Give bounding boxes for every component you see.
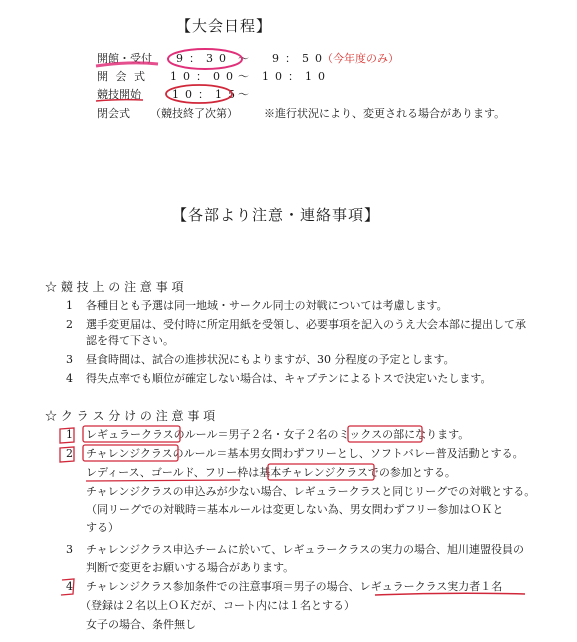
competition-heading: ☆ 競 技 上 の 注 意 事 項 — [45, 280, 184, 294]
class-item-num: 2 — [66, 447, 73, 460]
competition-item-num: 1 — [66, 299, 73, 312]
class-item-num: 4 — [66, 580, 73, 593]
class-item-text: チャレンジクラスのルール＝基本男女問わずフリーとし、ソフトバレー普及活動とする。 — [86, 447, 524, 460]
schedule-start-opening: 10：00 — [170, 70, 239, 83]
schedule-label-start: 競技開始 — [97, 88, 141, 101]
schedule-label-opening: 開 会 式 — [97, 70, 147, 83]
class-item-text: 判断で変更をお願いする場合があります。 — [86, 561, 295, 574]
class-item-text: する） — [86, 521, 119, 534]
competition-item-text: 選手変更届は、受付時に所定用紙を受領し、必要事項を記入のうえ大会本部に提出して承 — [86, 318, 526, 331]
competition-item-num: 2 — [66, 318, 73, 331]
schedule-sep-open: ～ — [238, 52, 249, 65]
class-item-num: 1 — [66, 428, 73, 441]
class-item-num: 3 — [66, 543, 73, 556]
class-item-text: （同リーグでの対戦時＝基本ルールは変更しない為、男女問わずフリー参加はＯＫと — [86, 503, 504, 516]
class-heading: ☆ ク ラ ス 分 け の 注 意 事 項 — [45, 409, 216, 423]
schedule-end-open: 9：50 — [272, 52, 328, 65]
schedule-title: 【大会日程】 — [176, 17, 273, 35]
competition-item-num: 3 — [66, 353, 73, 366]
schedule-end-opening: 10：10 — [262, 70, 331, 83]
schedule-label-open: 開館・受付 — [97, 52, 152, 65]
schedule-sep-opening: ～ — [238, 70, 249, 83]
notices-title: 【各部より注意・連絡事項】 — [172, 206, 381, 224]
class-item-text: チャレンジクラス参加条件での注意事項＝男子の場合、レギュラークラス実力者１名 — [86, 580, 503, 593]
schedule-sep-start: ～ — [238, 88, 249, 101]
schedule-closing-note: ※進行状況により、変更される場合があります。 — [264, 107, 506, 120]
schedule-start-start: 10：15 — [172, 88, 241, 101]
class-item-text: 女子の場合、条件無し — [86, 618, 196, 631]
schedule-start-open: 9：30 — [176, 52, 232, 65]
class-item-text: レギュラークラスのルール＝男子２名・女子２名のミックスの部になります。 — [86, 428, 470, 441]
competition-item-text: 得失点率でも順位が確定しない場合は、キャプテンによるトスで決定いたします。 — [86, 372, 492, 385]
schedule-closing-timing: （競技終了次第） — [150, 107, 238, 120]
class-item-text: チャレンジクラス申込チームに於いて、レギュラークラスの実力の場合、旭川連盟役員の — [86, 543, 525, 556]
class-item-text: レディース、ゴールド、フリー枠は基本チャレンジクラスでの参加とする。 — [86, 466, 456, 479]
competition-item-text: 認を得て下さい。 — [86, 334, 174, 347]
class-item-text: チャレンジクラスの申込みが少ない場合、レギュラークラスと同じリーグでの対戦とする。 — [86, 485, 536, 498]
competition-item-text: 各種目とも予選は同一地域・サークル同士の対戦については考慮します。 — [86, 299, 448, 312]
competition-item-text: 昼食時間は、試合の進捗状況にもよりますが、30 分程度の予定とします。 — [86, 353, 455, 366]
schedule-label-closing: 閉会式 — [97, 107, 130, 120]
schedule-note-open: （今年度のみ） — [322, 52, 399, 65]
competition-item-num: 4 — [66, 372, 73, 385]
class-item-text: （登録は２名以上ＯＫだが、コート内には１名とする） — [80, 599, 355, 612]
